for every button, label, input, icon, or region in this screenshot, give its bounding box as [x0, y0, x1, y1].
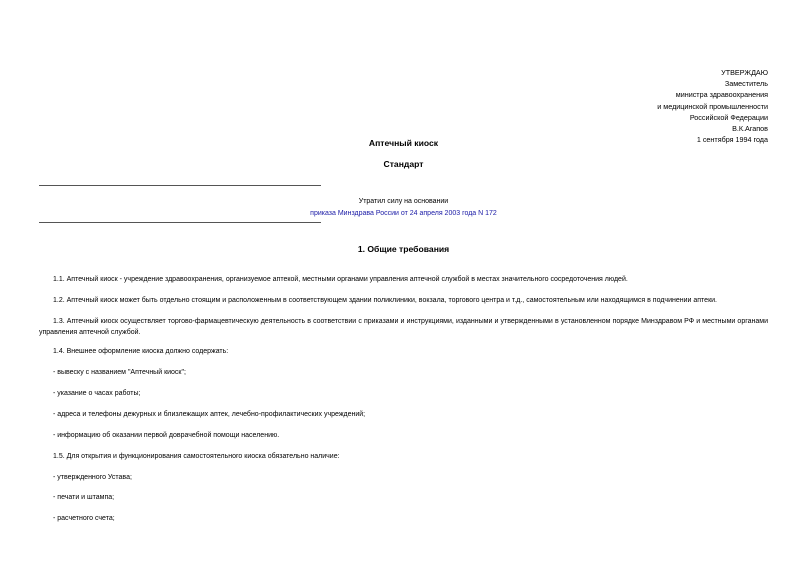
list-item [39, 431, 768, 442]
list-item [39, 473, 768, 484]
paragraph-text: 1.2. Аптечный киоск может быть отдельно стоящим и расположенным в соответствующем здании поликлиники, вокзала, торгового центра и т.д., самостоятельным или находящимся в подчинении аптеки. [53, 297, 717, 304]
list-item-text: - печати и штампа; [53, 494, 115, 501]
paragraph-text: 1.4. Внешнее оформление киоска должно содержать: [53, 348, 229, 355]
status-note-link[interactable]: приказа Минздрава России от 24 апреля 2003 года N 172 [310, 209, 497, 217]
approval-line: Заместитель [724, 79, 768, 89]
list-item-text: - адреса и телефоны дежурных и близлежащих аптек, лечебно-профилактических учреждений; [53, 411, 366, 418]
paragraph [39, 296, 768, 307]
approval-line: УТВЕРЖДАЮ [721, 68, 768, 77]
list-item [39, 493, 768, 504]
list-item-text: - расчетного счета; [53, 515, 115, 522]
list-item-text: - информацию об оказании первой доврачебной помощи населению. [53, 432, 280, 439]
paragraph-text: 1.5. Для открытия и функционирования самостоятельного киоска обязательно наличие: [53, 453, 340, 460]
paragraph [39, 452, 768, 463]
approval-line: Российской Федерации [689, 112, 768, 122]
status-note-text: Утратил силу на основании [358, 198, 449, 205]
approval-line: министра здравоохранения [675, 90, 768, 100]
divider-bottom [39, 222, 321, 223]
paragraph [39, 317, 768, 338]
approval-block [657, 67, 768, 145]
section-title: 1. Общие требования [357, 244, 450, 254]
status-note [0, 196, 807, 219]
approval-line: 1 сентября 1994 года [696, 135, 768, 145]
list-item [39, 368, 768, 379]
list-item-text: - указание о часах работы; [53, 390, 141, 397]
list-item-text: - вывеску с названием "Аптечный киоск"; [53, 369, 186, 376]
document-title: Аптечный киоск [368, 138, 439, 148]
approval-line: В.К.Агапов [732, 124, 768, 134]
paragraph-text: 1.3. Аптечный киоск осуществляет торгово-фармацевтическую деятельность в соответствии с приказами и инструкциями, изданными и утвержденными в установленном порядке Минздравом РФ и местными органами управления аптечной службой. [39, 318, 768, 336]
list-item-text: - утвержденного Устава; [53, 474, 132, 481]
paragraph-text: 1.1. Аптечный киоск - учреждение здравоохранения, организуемое аптекой, местными органами управления аптечной службой в местах значительного сосредоточения людей. [53, 276, 628, 283]
paragraph [39, 347, 768, 358]
list-item [39, 410, 768, 421]
list-item [39, 389, 768, 400]
divider-top [39, 185, 321, 186]
document-subtitle: Стандарт [383, 159, 424, 169]
list-item [39, 514, 768, 525]
approval-line: и медицинской промышленности [657, 101, 768, 111]
paragraph [39, 275, 768, 286]
